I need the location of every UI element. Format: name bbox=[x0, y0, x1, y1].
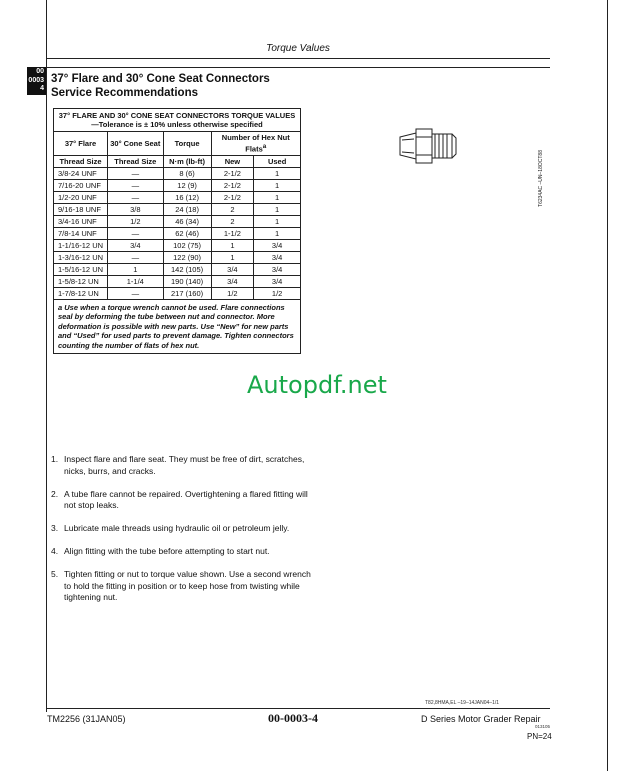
cell-flare: 1-3/16-12 UN bbox=[54, 251, 108, 263]
step-text: Align fitting with the tube before attempting to start nut. bbox=[64, 546, 270, 556]
cell-cone: — bbox=[108, 179, 164, 191]
section-tab-line2: 0003 bbox=[28, 76, 44, 84]
footer-page-code: 00-0003-4 bbox=[268, 711, 318, 725]
table-caption: 37° FLARE AND 30° CONE SEAT CONNECTORS TORQUE VALUES—Tolerance is ± 10% unless otherwise specified bbox=[54, 109, 301, 132]
table-row bbox=[54, 287, 301, 299]
cell-cone: 1-1/4 bbox=[108, 275, 164, 287]
cell-flare: 7/8-14 UNF bbox=[54, 227, 108, 239]
step-item bbox=[51, 454, 313, 477]
header-new: New bbox=[211, 155, 254, 167]
cell-used: 1 bbox=[254, 167, 301, 179]
cell-new: 1/2 bbox=[211, 287, 254, 299]
cell-cone: — bbox=[108, 251, 164, 263]
cell-used: 1/2 bbox=[254, 287, 301, 299]
step-item bbox=[51, 489, 313, 512]
table-row bbox=[54, 203, 301, 215]
table-row bbox=[54, 167, 301, 179]
section-heading-line1: 37° Flare and 30° Cone Seat Connectors bbox=[51, 73, 270, 85]
cell-used: 3/4 bbox=[254, 239, 301, 251]
section-heading-line2: Service Recommendations bbox=[51, 87, 199, 99]
step-text: Inspect flare and flare seat. They must be free of dirt, scratches, nicks, burrs, and cracks. bbox=[64, 454, 305, 476]
cell-new: 2-1/2 bbox=[211, 179, 254, 191]
table-row bbox=[54, 239, 301, 251]
cell-torque: 122 (90) bbox=[163, 251, 211, 263]
flare-fitting-illustration bbox=[396, 115, 458, 177]
step-number: 1. bbox=[51, 454, 59, 464]
step-text: Tighten fitting or nut to torque value shown. Use a second wrench to hold the fitting in position or to keep hose from twisting while tightening nut. bbox=[64, 569, 311, 602]
step-item bbox=[51, 569, 313, 604]
cell-new: 2-1/2 bbox=[211, 191, 254, 203]
cell-cone: 3/4 bbox=[108, 239, 164, 251]
cell-flare: 1/2-20 UNF bbox=[54, 191, 108, 203]
procedure-steps bbox=[51, 454, 313, 615]
cell-cone: — bbox=[108, 167, 164, 179]
cell-torque: 102 (75) bbox=[163, 239, 211, 251]
cell-new: 1 bbox=[211, 251, 254, 263]
cell-flare: 1-7/8-12 UN bbox=[54, 287, 108, 299]
header-flare: 37° Flare bbox=[54, 132, 108, 156]
watermark-text: Autopdf.net bbox=[247, 371, 387, 399]
right-margin-rule bbox=[607, 0, 608, 771]
cell-new: 3/4 bbox=[211, 275, 254, 287]
table-row bbox=[54, 191, 301, 203]
cell-new: 2 bbox=[211, 203, 254, 215]
table-header-row bbox=[54, 132, 301, 156]
cell-torque: 16 (12) bbox=[163, 191, 211, 203]
step-number: 2. bbox=[51, 488, 59, 499]
cell-new: 2-1/2 bbox=[211, 167, 254, 179]
footnote-mark: a bbox=[262, 143, 267, 150]
footer-manual-title: D Series Motor Grader Repair bbox=[421, 714, 541, 724]
step-number: 4. bbox=[51, 546, 59, 556]
table-row bbox=[54, 227, 301, 239]
header-units: N·m (lb-ft) bbox=[163, 155, 211, 167]
section-heading bbox=[51, 72, 270, 100]
cell-torque: 8 (6) bbox=[163, 167, 211, 179]
cell-flare: 1-1/16-12 UN bbox=[54, 239, 108, 251]
footer-page-number: PN=24 bbox=[527, 732, 552, 741]
cell-new: 3/4 bbox=[211, 263, 254, 275]
reference-code: T82,8HMA,EL –19–14JAN04–1/1 bbox=[425, 700, 500, 706]
table-row bbox=[54, 251, 301, 263]
table-subheader-row bbox=[54, 155, 301, 167]
footer-rule bbox=[46, 708, 550, 709]
cell-used: 1 bbox=[254, 227, 301, 239]
cell-used: 1 bbox=[254, 191, 301, 203]
section-tab-line1: 00 bbox=[36, 68, 44, 75]
cell-flare: 1-5/8-12 UN bbox=[54, 275, 108, 287]
step-text: Lubricate male threads using hydraulic oil or petroleum jelly. bbox=[64, 523, 290, 533]
page-header-title: Torque Values bbox=[266, 43, 330, 54]
left-margin-rule bbox=[46, 0, 47, 712]
cell-used: 1 bbox=[254, 215, 301, 227]
cell-flare: 7/16-20 UNF bbox=[54, 179, 108, 191]
cell-flare: 1-5/16-12 UN bbox=[54, 263, 108, 275]
header-thread-size-cone: Thread Size bbox=[108, 155, 164, 167]
header-torque: Torque bbox=[163, 132, 211, 156]
cell-new: 2 bbox=[211, 215, 254, 227]
step-number: 5. bbox=[51, 569, 59, 579]
table-row bbox=[54, 275, 301, 287]
cell-used: 1 bbox=[254, 179, 301, 191]
cell-torque: 190 (140) bbox=[163, 275, 211, 287]
cell-cone: — bbox=[108, 227, 164, 239]
cell-cone: 1/2 bbox=[108, 215, 164, 227]
cell-cone: — bbox=[108, 287, 164, 299]
step-number: 3. bbox=[51, 523, 59, 533]
header-rule-bottom bbox=[46, 67, 550, 68]
table-footnote-row bbox=[54, 299, 301, 354]
section-tab bbox=[27, 67, 46, 95]
header-used: Used bbox=[254, 155, 301, 167]
header-flats bbox=[211, 132, 300, 156]
footer-manual-id: TM2256 (31JAN05) bbox=[47, 714, 126, 724]
cell-torque: 24 (18) bbox=[163, 203, 211, 215]
header-thread-size: Thread Size bbox=[54, 155, 108, 167]
cell-cone: — bbox=[108, 191, 164, 203]
cell-torque: 46 (34) bbox=[163, 215, 211, 227]
step-item bbox=[51, 546, 313, 558]
cell-used: 3/4 bbox=[254, 275, 301, 287]
cell-used: 3/4 bbox=[254, 251, 301, 263]
header-flats-label: Number of Hex Nut Flats bbox=[221, 133, 290, 154]
cell-torque: 12 (9) bbox=[163, 179, 211, 191]
cell-torque: 217 (160) bbox=[163, 287, 211, 299]
header-cone: 30° Cone Seat bbox=[108, 132, 164, 156]
torque-table bbox=[53, 108, 301, 354]
cell-cone: 1 bbox=[108, 263, 164, 275]
table-footnote: a Use when a torque wrench cannot be used. Flare connections seal by deforming the tube between nut and connector. More deformation is possible with new parts. Use “New” for new parts and “Used” for used parts to prevent damage. Tighten connectors counting the number of flats of hex nut. bbox=[54, 299, 301, 354]
footer-date-code: 013105 bbox=[535, 724, 551, 729]
cell-flare: 3/4-16 UNF bbox=[54, 215, 108, 227]
torque-table-body bbox=[54, 167, 301, 299]
cell-cone: 3/8 bbox=[108, 203, 164, 215]
cell-flare: 9/16-18 UNF bbox=[54, 203, 108, 215]
header-rule-top bbox=[46, 58, 550, 59]
section-tab-line3: 4 bbox=[40, 85, 44, 92]
table-row bbox=[54, 215, 301, 227]
cell-torque: 142 (105) bbox=[163, 263, 211, 275]
figure-code: T6234AC –UN–18OCT88 bbox=[538, 150, 544, 207]
table-caption-row bbox=[54, 109, 301, 132]
cell-torque: 62 (46) bbox=[163, 227, 211, 239]
cell-used: 1 bbox=[254, 203, 301, 215]
cell-new: 1-1/2 bbox=[211, 227, 254, 239]
cell-new: 1 bbox=[211, 239, 254, 251]
step-item bbox=[51, 523, 313, 535]
step-text: A tube flare cannot be repaired. Overtightening a flared fitting will not stop leaks. bbox=[64, 488, 308, 510]
table-row bbox=[54, 179, 301, 191]
cell-used: 3/4 bbox=[254, 263, 301, 275]
table-row bbox=[54, 263, 301, 275]
cell-flare: 3/8-24 UNF bbox=[54, 167, 108, 179]
